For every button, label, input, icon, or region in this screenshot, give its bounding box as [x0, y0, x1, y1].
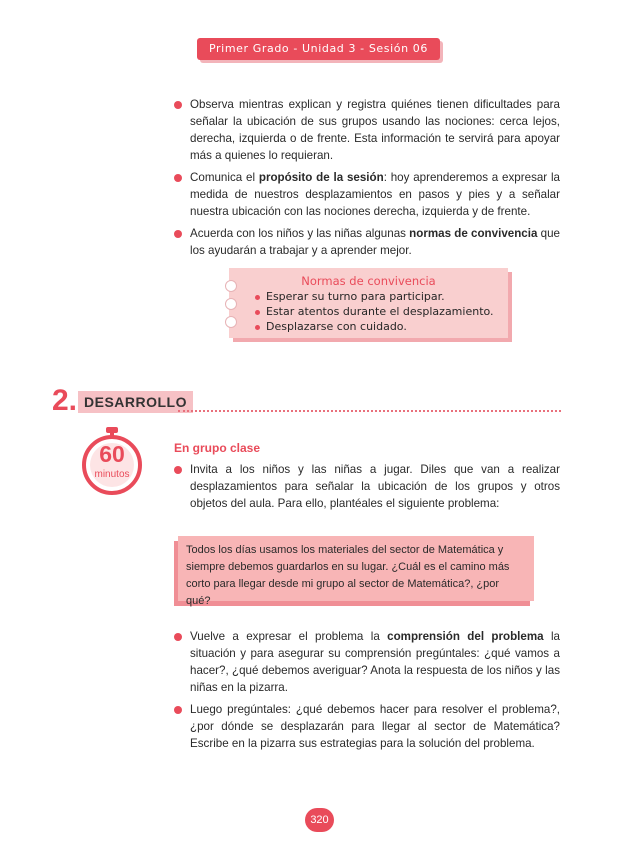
- problem-card: [178, 536, 534, 607]
- subheading: En grupo clase: [174, 441, 261, 455]
- header-title: Primer Grado - Unidad 3 - Sesión 06: [197, 38, 440, 60]
- list-item: [174, 628, 560, 696]
- norms-card: [229, 268, 508, 338]
- bold-term: comprensión del problema: [387, 630, 544, 643]
- bold-term: normas de convivencia: [409, 227, 538, 240]
- section-label: DESARROLLO: [78, 391, 193, 413]
- list-item: [174, 461, 560, 512]
- bullet-text: : hoy aprenderemos a expresar la medida de nuestros desplazamientos en pasos y pies y a señalar nuestra ubicación con las nociones derecha, izquierda y de frente.: [190, 171, 561, 218]
- norm-text: Desplazarse con cuidado.: [266, 320, 407, 333]
- development-bullet-list: [174, 461, 560, 517]
- timer-value: 60: [99, 441, 125, 467]
- bullet-dot-icon: [174, 174, 182, 182]
- norm-item: [255, 320, 407, 333]
- norm-text: Estar atentos durante el desplazamiento.: [266, 305, 494, 318]
- bullet-text: Comunica el: [190, 171, 259, 184]
- bullet-text: Invita a los niños y las niñas a jugar. Diles que van a realizar desplazamientos para señalar la ubicación de los grupos y otros objetos del aula. Para ello, plantéales el siguiente problema:: [190, 463, 560, 510]
- list-item: [174, 169, 560, 220]
- bullet-text: la situación y para asegurar su comprensión pregúntales: ¿qué vamos a hacer?, ¿qué debemos averiguar? Anota la respuesta de los niños y las niñas en la pizarra.: [190, 630, 560, 694]
- bullet-dot-icon: [174, 466, 182, 474]
- bullet-dot-icon: [174, 101, 182, 109]
- norm-item: [255, 305, 494, 318]
- bullet-dot-icon: [255, 325, 260, 330]
- bullet-dot-icon: [255, 310, 260, 315]
- timer-badge: [80, 425, 144, 495]
- final-bullet-list: [174, 628, 560, 757]
- bullet-text: Observa mientras explican y registra quiénes tienen dificultades para señalar la ubicación de sus grupos usando las nociones: cerca lejos, derecha, izquierda o de frente. Esta información te servirá para apoyar más a quienes lo requieran.: [190, 98, 560, 162]
- intro-bullet-list: [174, 96, 560, 264]
- bullet-text: que los ayudarán a trabajar y a aprender mejor.: [190, 227, 560, 257]
- section-number: 2.: [52, 384, 78, 417]
- list-item: [174, 701, 560, 752]
- bullet-dot-icon: [174, 706, 182, 714]
- list-item: [174, 96, 560, 164]
- bullet-dot-icon: [174, 230, 182, 238]
- bold-term: propósito de la sesión: [258, 171, 384, 184]
- page-number: 320: [305, 808, 334, 832]
- bullet-text: Acuerda con los niños y las niñas algunas: [190, 227, 410, 240]
- bullet-dot-icon: [174, 633, 182, 641]
- section-divider: [178, 410, 561, 412]
- list-item: [174, 225, 560, 259]
- norm-item: [255, 290, 445, 303]
- bullet-text: Luego pregúntales: ¿qué debemos hacer para resolver el problema?, ¿por dónde se desplazarán para llegar al sector de Matemática? Escribe en la pizarra sus estrategias para la solución del problema.: [190, 703, 560, 750]
- problem-text: Todos los días usamos los materiales del sector de Matemática y siempre debemos guardarlos en su lugar. ¿Cuál es el camino más corto para llegar desde mi grupo al sector de Matemática?, ¿por qué?: [186, 544, 510, 607]
- binder-ring-icon: [225, 316, 237, 328]
- norms-title: Normas de convivencia: [301, 274, 436, 288]
- binder-ring-icon: [225, 298, 237, 310]
- bullet-text: Vuelve a expresar el problema la: [190, 630, 388, 643]
- bullet-dot-icon: [255, 295, 260, 300]
- norm-text: Esperar su turno para participar.: [266, 290, 445, 303]
- timer-unit: minutos: [94, 469, 130, 480]
